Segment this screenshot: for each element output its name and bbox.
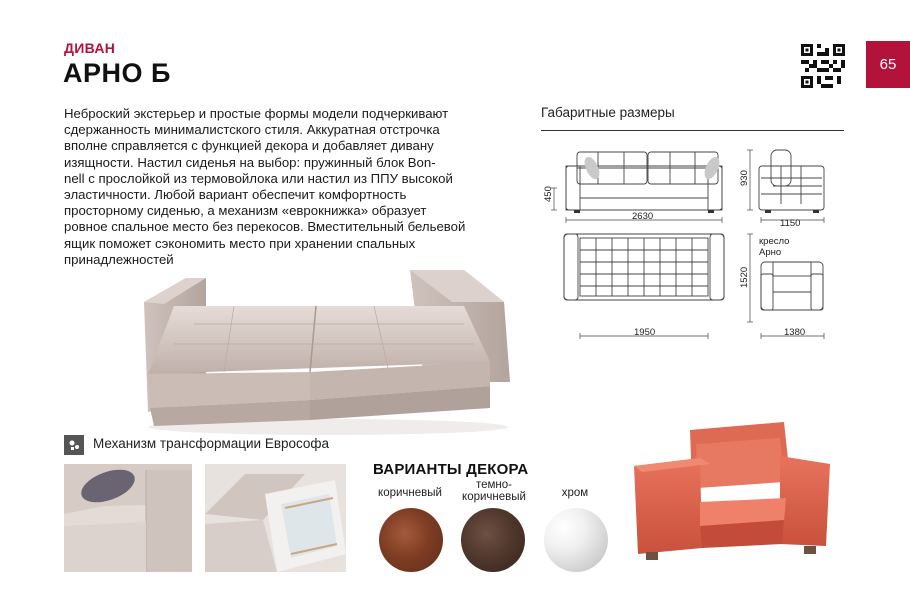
armchair-width-label: 1380 <box>784 327 806 338</box>
dimensions-title: Габаритные размеры <box>541 105 675 120</box>
decor-option-dark-brown-label: темно- коричневый <box>462 479 526 503</box>
sofa-bed-photo <box>134 262 522 436</box>
sofa-width-label: 2630 <box>632 211 654 222</box>
sofa-depth-label: 1150 <box>780 218 801 229</box>
armchair-photo <box>620 418 846 575</box>
product-category: ДИВАН <box>64 40 116 56</box>
qr-code[interactable] <box>801 44 845 88</box>
sofa-bed-drawing <box>564 234 724 300</box>
decor-swatch-dark-brown[interactable] <box>461 508 525 572</box>
mechanism-photo-2 <box>205 464 346 572</box>
mechanism-icon <box>64 435 84 455</box>
armchair-caption: кресло Арно <box>759 236 790 258</box>
decor-swatch-chrome[interactable] <box>544 508 608 572</box>
decor-option-brown-label: коричневый <box>378 487 442 499</box>
product-description: Неброский экстерьер и простые формы модели подчеркивают сдержанность минималистского стиля. Аккуратная отстрочка вполне справляется с функцией декора и добавляет дивану изящности. Настил сиденья на выбор: пружинный блок Bon- nell с прослойкой из термовойлока или настил из ППУ высокой эластичности. Любой вариант обеспечит комфортность просторному сиденью, а механизм «еврокнижка» образует ровное спальное место без перекосов. Вместительный бельевой ящик поможет сэкономить место при хранении спальных принадлежностей <box>64 106 466 267</box>
decor-option-chrome-label: хром <box>561 487 589 499</box>
armchair-drawing <box>761 262 823 310</box>
bed-width-label: 1520 <box>739 266 750 288</box>
page-number-badge: 65 <box>866 41 910 88</box>
sofa-height-label: 450 <box>543 186 554 202</box>
dimensions-divider <box>541 130 844 131</box>
mechanism-photo-1 <box>64 464 192 572</box>
sofa-side-drawing <box>759 150 824 210</box>
decor-swatch-brown[interactable] <box>379 508 443 572</box>
bed-length-label: 1950 <box>634 327 656 338</box>
mechanism-label: Механизм трансформации Еврософа <box>93 436 330 451</box>
dimensions-drawings <box>540 136 850 346</box>
sofa-total-height-label: 930 <box>739 170 750 186</box>
decor-options-title: ВАРИАНТЫ ДЕКОРА <box>373 461 529 478</box>
product-title: АРНО Б <box>63 58 171 88</box>
